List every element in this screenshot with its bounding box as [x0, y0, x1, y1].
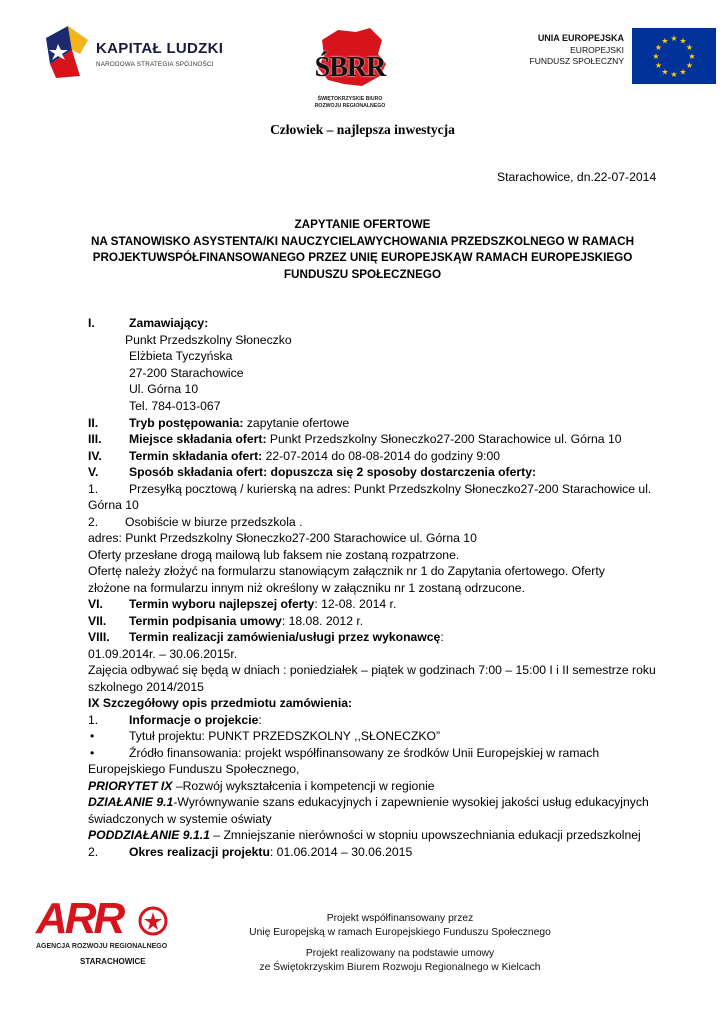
s4-label: Termin składania ofert:: [129, 449, 263, 463]
footer-text: [200, 912, 600, 974]
motto: Człowiek – najlepsza inwestycja: [270, 122, 455, 137]
s3-num: III.: [88, 432, 102, 446]
s9-dzialanie: [88, 794, 649, 811]
s3-text: Punkt Przedszkolny Słoneczko27-200 Starachowice ul. Górna 10: [266, 432, 622, 446]
s3-line: [129, 431, 622, 448]
s1-line-1: Punkt Przedszkolny Słoneczko: [125, 333, 292, 347]
bullet-2: •: [90, 746, 95, 760]
s8-line: [129, 629, 444, 646]
svg-text:★: ★: [688, 52, 696, 61]
s8-label: Termin realizacji zamówienia/usługi przez wykonawcę: [129, 630, 441, 644]
s9-dzialanie-label: DZIAŁANIE 9.1: [88, 795, 174, 809]
s9-priorytet-text: –Rozwój wykształcenia i kompetencji w regionie: [172, 779, 435, 793]
s2-text: zapytanie ofertowe: [243, 416, 350, 430]
place-date: Starachowice, dn.22-07-2014: [497, 170, 657, 184]
s4-num: IV.: [88, 449, 102, 463]
s5-p1-text: Przesyłką pocztową / kurierską na adres: Punkt Przedszkolny Słoneczko27-200 Starachowice ul.: [129, 482, 652, 496]
s9-p2-line: [129, 844, 412, 861]
s1-num: I.: [88, 316, 95, 330]
s8-dates: 01.09.2014r. – 30.06.2015r.: [88, 647, 238, 661]
footer-line-1: Projekt współfinansowany przez: [326, 913, 474, 924]
s9-dzialanie-text-b: świadczonych w systemie oświaty: [88, 812, 272, 826]
s5-p2-num: 2.: [88, 515, 99, 529]
arr-star-icon: [138, 906, 168, 936]
title-line-4: FUNDUSZU SPOŁECZNEGO: [283, 267, 442, 281]
s2-line: [129, 415, 349, 432]
s9-p1-colon: :: [258, 713, 262, 727]
eu-label-line2: EUROPEJSKI: [570, 45, 624, 55]
sbrr-caption-1: ŚWIĘTOKRZYSKIE BIURO: [317, 96, 383, 102]
arr-logo: [36, 896, 176, 976]
s9-bullet-2b: Europejskiego Funduszu Społecznego,: [88, 762, 300, 776]
s1-line-4: Ul. Górna 10: [129, 382, 199, 396]
s9-poddzialanie-label: PODDZIAŁANIE 9.1.1: [88, 828, 210, 842]
s9-p2-label: Okres realizacji projektu: [129, 845, 270, 859]
title-line-1: ZAPYTANIE OFERTOWE: [294, 218, 431, 231]
s7-num: VII.: [88, 614, 107, 628]
s9-bullet-2a: Źródło finansowania: projekt współfinansowany ze środków Unii Europejskiej w ramach: [129, 746, 600, 760]
svg-text:★: ★: [654, 43, 663, 52]
s9-p2-text: : 01.06.2014 – 30.06.2015: [269, 845, 413, 859]
s9-priorytet: [88, 778, 435, 795]
s9-label: IX Szczegółowy opis przedmiotu zamówienia:: [88, 696, 353, 710]
s2-num: II.: [88, 416, 99, 430]
s5-label: Sposób składania ofert: dopuszcza się 2 sposoby dostarczenia oferty:: [129, 465, 537, 479]
s3-label: Miejsce składania ofert:: [129, 432, 267, 446]
svg-text:★: ★: [679, 36, 687, 46]
arr-logo-text: ARR: [36, 894, 123, 943]
s9-p1-num: 1.: [88, 713, 99, 727]
svg-text:★: ★: [670, 34, 678, 43]
s6-text: : 12-08. 2014 r.: [314, 597, 397, 611]
s4-line: [129, 448, 500, 465]
s8-note-a: Zajęcia odbywać się będą w dniach : poniedziałek – piątek w godzinach 7:00 – 15:00 I i II semestrze roku: [88, 663, 656, 677]
sbrr-caption-2: ROZWOJU REGIONALNEGO: [314, 103, 386, 109]
s4-text: 22-07-2014 do 08-08-2014 do godziny 9:00: [262, 449, 501, 463]
s8-text: :: [440, 630, 444, 644]
bullet-1: •: [90, 729, 95, 743]
s8-num: VIII.: [88, 630, 110, 644]
svg-text:★: ★: [685, 43, 694, 52]
s5-address: adres: Punkt Przedszkolny Słoneczko27-200 Starachowice ul. Górna 10: [88, 531, 477, 545]
eu-label-line3: FUNDUSZ SPOŁECZNY: [529, 56, 624, 66]
s9-p1-line: [129, 712, 262, 729]
s5-note-1: Oferty przesłane drogą mailową lub faksem nie zostaną rozpatrzone.: [88, 548, 460, 562]
s1-line-2: Elżbieta Tyczyńska: [129, 349, 233, 363]
eu-label-line1: UNIA EUROPEJSKA: [537, 33, 624, 43]
s5-p1-num: 1.: [88, 482, 99, 496]
s5-note-2a: Ofertę należy złożyć na formularzu stanowiącym załącznik nr 1 do Zapytania ofertowego. Oferty: [88, 564, 605, 578]
svg-text:★: ★: [685, 61, 694, 70]
s9-poddzialanie-text: – Zmniejszanie nierówności w stopniu upowszechniania edukacji przedszkolnej: [209, 828, 641, 842]
s6-line: [129, 596, 396, 613]
svg-text:★: ★: [679, 67, 687, 77]
s6-num: VI.: [88, 597, 103, 611]
svg-text:★: ★: [661, 67, 669, 77]
footer-line-2: Unię Europejską w ramach Europejskiego Funduszu Społecznego: [249, 926, 551, 938]
s9-poddzialanie: [88, 827, 641, 844]
s7-line: [129, 613, 363, 630]
s9-p2-num: 2.: [88, 845, 99, 859]
footer-line-4: ze Świętokrzyskim Biurem Rozwoju Regionalnego w Kielcach: [259, 961, 541, 973]
s5-p2-text: Osobiście w biurze przedszkola .: [125, 515, 303, 529]
s5-num: V.: [88, 465, 99, 479]
s1-line-3: 27-200 Starachowice: [129, 366, 244, 380]
arr-subtitle: AGENCJA ROZWOJU REGIONALNEGO: [36, 943, 168, 950]
s9-bullet-1: Tytuł projektu: PUNKT PRZEDSZKOLNY ,,SŁONECZKO”: [129, 729, 441, 743]
sbrr-logo-text: ŚBRR: [314, 52, 386, 83]
s5-p1-cont: Górna 10: [88, 498, 139, 512]
s9-p1-label: Informacje o projekcie: [129, 713, 259, 727]
s9-priorytet-label: PRIORYTET IX: [88, 779, 173, 793]
s6-label: Termin wyboru najlepszej oferty: [129, 597, 315, 611]
title-line-3: PROJEKTUWSPÓŁFINANSOWANEGO PRZEZ UNIĘ EUROPEJSKĄW RAMACH EUROPEJSKIEGO: [92, 251, 633, 265]
svg-text:★: ★: [670, 70, 678, 79]
svg-text:★: ★: [654, 61, 663, 70]
s7-text: : 18.08. 2012 r.: [281, 614, 364, 628]
s1-label: Zamawiający:: [129, 316, 209, 330]
kapital-ludzki-subtitle: NARODOWA STRATEGIA SPÓJNOŚCI: [96, 61, 214, 68]
arr-city: STARACHOWICE: [80, 957, 146, 966]
s9-dzialanie-text-a: -Wyrównywanie szans edukacyjnych i zapewnienie wysokiej jakości usług edukacyjnych: [173, 795, 649, 809]
footer-line-3: Projekt realizowany na podstawie umowy: [305, 948, 495, 959]
s7-label: Termin podpisania umowy: [129, 614, 282, 628]
kapital-ludzki-title: KAPITAŁ LUDZKI: [96, 40, 224, 57]
s1-line-5: Tel. 784-013-067: [129, 399, 221, 413]
s5-note-2b: złożone na formularzu innym niż określony w załączniku nr 1 zostaną odrzucone.: [88, 581, 525, 595]
svg-text:★: ★: [661, 36, 669, 46]
s8-note-b: szkolnego 2014/2015: [88, 680, 204, 694]
title-line-2: NA STANOWISKO ASYSTENTA/KI NAUCZYCIELAWYCHOWANIA PRZEDSZKOLNEGO W RAMACH: [90, 234, 635, 248]
svg-text:★: ★: [652, 52, 660, 61]
s2-label: Tryb postępowania:: [129, 416, 244, 430]
